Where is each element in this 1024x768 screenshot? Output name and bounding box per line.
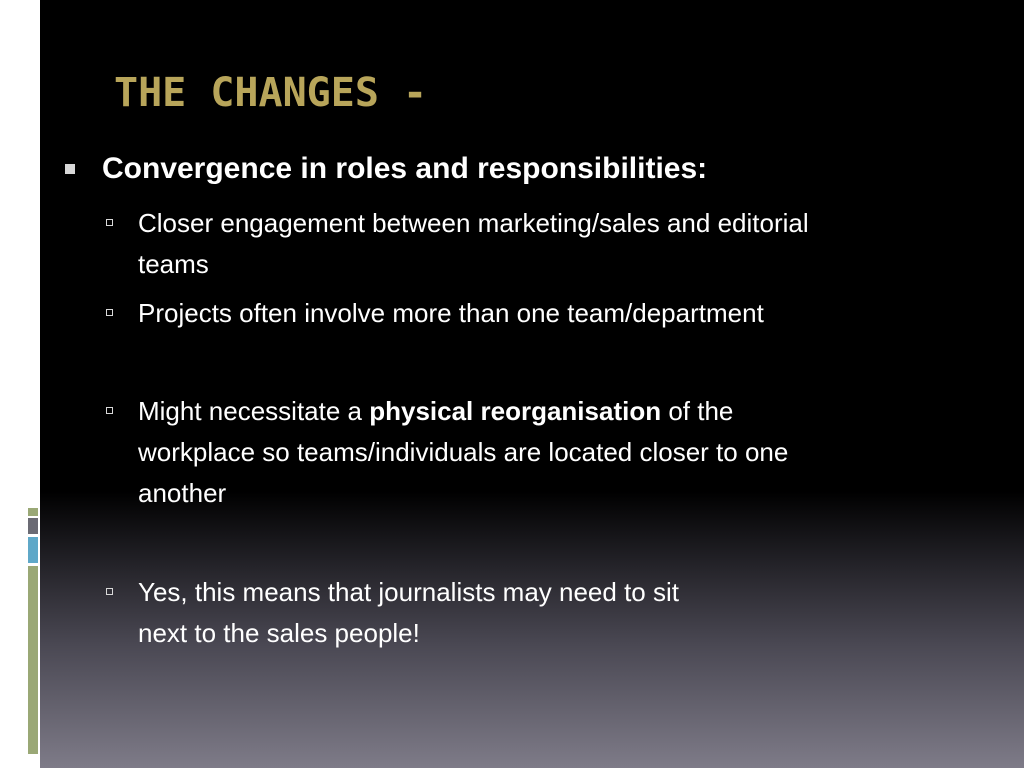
sub-bullet-1-line-1: Closer engagement between marketing/sales and editorial [138, 208, 809, 238]
slide-title: THE CHANGES - [114, 70, 428, 116]
main-bullet-text: Convergence in roles and responsibilities: [102, 152, 708, 185]
sub-bullet-1-line-2: teams [138, 249, 209, 279]
decorative-bar-green-bottom [28, 566, 38, 754]
decorative-bar-green-top [28, 508, 38, 516]
hollow-square-bullet-icon [106, 407, 113, 414]
sub-bullet-1-text [138, 203, 978, 285]
square-bullet-icon [65, 164, 75, 174]
hollow-square-bullet-icon [106, 588, 113, 595]
sub-bullet-2-text: Projects often involve more than one team/department [138, 298, 764, 328]
sub-bullet-3-text-before: Might necessitate a [138, 396, 370, 426]
sub-bullet-4-line-2: next to the sales people! [138, 618, 420, 648]
sub-bullet-3-line-2: workplace so teams/individuals are located closer to one [138, 437, 789, 467]
sub-bullet-4-text [138, 572, 978, 654]
sub-bullet-4-line-1: Yes, this means that journalists may need to sit [138, 577, 679, 607]
sub-bullet-3-text-after: of the [661, 396, 734, 426]
sub-bullet-3-line-1 [138, 391, 978, 432]
sub-bullet-3-text [138, 391, 978, 514]
hollow-square-bullet-icon [106, 219, 113, 226]
decorative-bar-blue [28, 537, 38, 563]
decorative-bar-gray [28, 518, 38, 534]
sub-bullet-3-line-3: another [138, 478, 227, 508]
hollow-square-bullet-icon [106, 309, 113, 316]
sub-bullet-3-emphasis: physical reorganisation [369, 396, 662, 426]
